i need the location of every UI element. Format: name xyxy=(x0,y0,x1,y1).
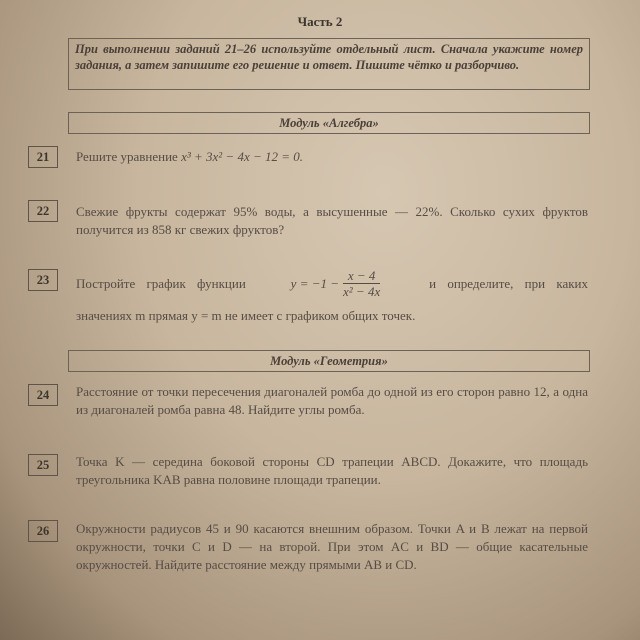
fraction-denominator: x² − 4x xyxy=(343,284,381,299)
task-22-text: Свежие фрукты содержат 95% воды, а высушенные — 22%. Сколько сухих фруктов получится из 858 кг свежих фруктов? xyxy=(76,204,588,237)
task-24-text: Расстояние от точки пересечения диагоналей ромба до одной из его сторон равно 12, а одна из диагоналей ромба равна 48. Найдите углы ромба. xyxy=(76,384,588,417)
task-number-23: 23 xyxy=(28,269,58,291)
task-23-formula-lhs: y = −1 − xyxy=(290,275,340,291)
task-26-text: Окружности радиусов 45 и 90 касаются внешним образом. Точки A и B лежат на первой окружности, точки C и D — на второй. При этом AC и BD — общие касательные окружностей. Найдите расстояние между прямыми AB и CD. xyxy=(76,521,588,572)
task-number-25: 25 xyxy=(28,454,58,476)
instructions-box: При выполнении заданий 21–26 используйте отдельный лист. Сначала укажите номер задания, а затем запишите его решение и ответ. Пишите чётко и разборчиво. xyxy=(68,38,590,90)
task-23-text-after: и определите, при каких xyxy=(429,275,588,291)
task-23 xyxy=(76,268,588,325)
task-21 xyxy=(76,148,588,166)
fraction-numerator: x − 4 xyxy=(343,268,380,284)
task-25-text: Точка K — середина боковой стороны CD трапеции ABCD. Докажите, что площадь треугольника KAB равна половине площади трапеции. xyxy=(76,454,588,487)
task-23-fraction xyxy=(343,268,380,299)
task-number-26: 26 xyxy=(28,520,58,542)
task-number-24: 24 xyxy=(28,384,58,406)
module-algebra-header: Модуль «Алгебра» xyxy=(68,112,590,134)
task-21-formula: x³ + 3x² − 4x − 12 = 0. xyxy=(181,149,304,164)
task-number-22: 22 xyxy=(28,200,58,222)
task-number-21: 21 xyxy=(28,146,58,168)
module-geometry-header: Модуль «Геометрия» xyxy=(68,350,590,372)
task-23-line2: значениях m прямая y = m не имеет с графиком общих точек. xyxy=(76,308,416,323)
part-title: Часть 2 xyxy=(297,14,343,29)
task-21-text: Решите уравнение xyxy=(76,149,178,164)
task-23-text-before: Постройте график функции xyxy=(76,275,246,291)
